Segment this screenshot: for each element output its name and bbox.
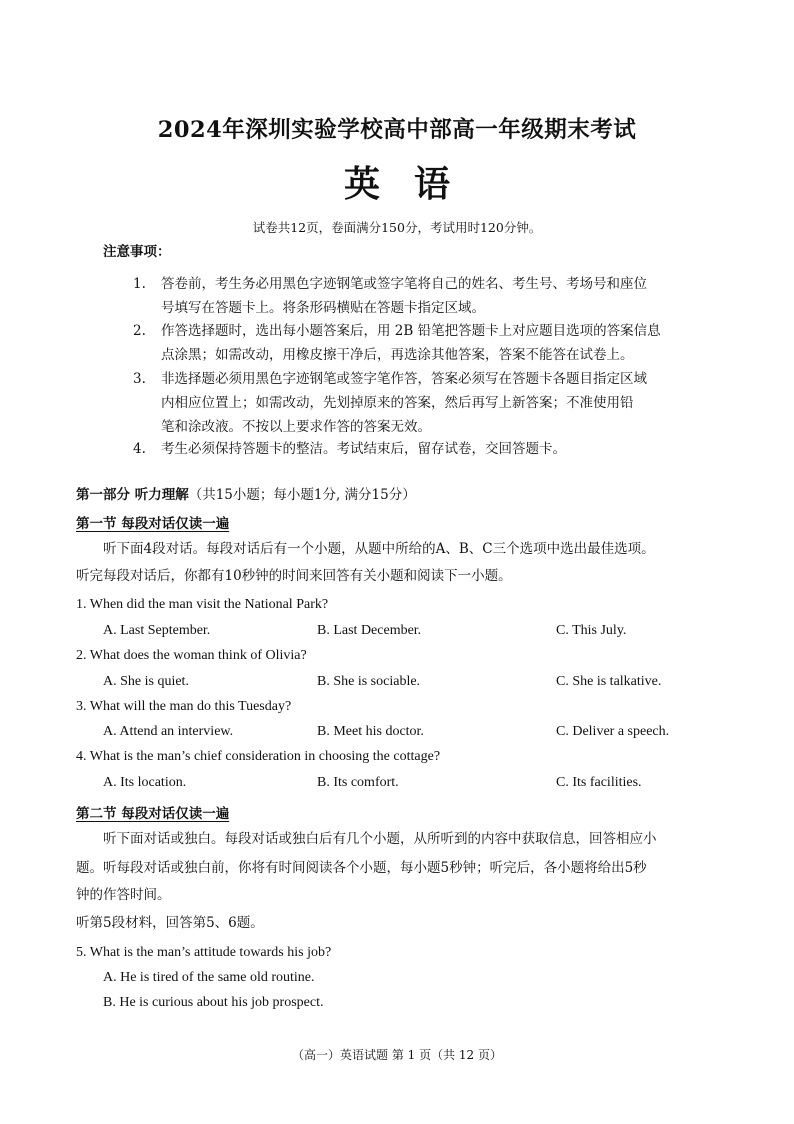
part-heading	[76, 483, 416, 503]
notice-line: 点涂黑；如需改动，用橡皮擦干净后，再选涂其他答案，答案不能答在试卷上。	[161, 347, 634, 363]
option-a: A. Attend an interview.	[103, 724, 234, 739]
option-c: C. This July.	[556, 623, 627, 638]
option-b: B. Its comfort.	[317, 775, 399, 790]
notice-line: 考生必须保持答题卡的整洁。考试结束后，留存试卷，交回答题卡。	[161, 441, 566, 457]
exam-info: 试卷共12页，卷面满分150分，考试用时120分钟。	[252, 220, 542, 235]
subject-title: 英语	[343, 163, 484, 205]
notice-line: 答卷前，考生务必用黑色字迹钢笔或签字笔将自己的姓名、考生号、考场号和座位	[161, 276, 647, 292]
section-title: 第二节 每段对话仅读一遍	[76, 806, 230, 822]
section-instruction: 题。听每段对话或独白前，你将有时间阅读各个小题，每小题5秒钟；听完后，各小题将给出5秒	[76, 860, 647, 876]
exam-title: 2024年深圳实验学校高中部高一年级期末考试	[157, 117, 637, 143]
section-instruction: 听完每段对话后，你都有10秒钟的时间来回答有关小题和阅读下一小题。	[76, 568, 512, 584]
option-b: B. She is sociable.	[317, 674, 421, 689]
notice-line: 笔和涂改液。不按以上要求作答的答案无效。	[161, 419, 431, 435]
notice-line: 非选择题必须用黑色字迹钢笔或签字笔作答，答案必须写在答题卡各题目指定区域	[161, 371, 647, 387]
question-text: 2. What does the woman think of Olivia?	[76, 648, 307, 663]
section-instruction: 听下面4段对话。每段对话后有一个小题，从题中所给的A、B、C三个选项中选出最佳选项。	[103, 541, 655, 557]
option-a: A. Its location.	[103, 775, 187, 790]
notice-number: 4.	[133, 441, 146, 457]
question-text: 5. What is the man’s attitude towards his job?	[76, 945, 332, 960]
question-text: 3. What will the man do this Tuesday?	[76, 699, 292, 714]
section-title: 第一节 每段对话仅读一遍	[76, 516, 230, 532]
section-instruction: 钟的作答时间。	[76, 887, 171, 903]
page-footer: （高一）英语试题 第 1 页（共 12 页）	[292, 1048, 502, 1062]
option-a: A. He is tired of the same old routine.	[103, 970, 315, 985]
question-text: 1. When did the man visit the National Park?	[76, 597, 329, 612]
notice-number: 2.	[133, 323, 146, 339]
part-title: 第一部分 听力理解	[76, 487, 189, 503]
option-b: B. He is curious about his job prospect.	[103, 995, 324, 1010]
option-b: B. Last December.	[317, 623, 422, 638]
notice-line: 内相应位置上；如需改动，先划掉原来的答案，然后再写上新答案；不准使用铅	[161, 395, 634, 411]
part-detail: （共15小题；每小题1分, 满分15分）	[188, 487, 416, 503]
notice-heading: 注意事项：	[103, 244, 171, 260]
notice-number: 1.	[133, 276, 146, 292]
section-instruction: 听下面对话或独白。每段对话或独白后有几个小题，从所听到的内容中获取信息，回答相应小	[103, 831, 657, 847]
option-b: B. Meet his doctor.	[317, 724, 424, 739]
option-c: C. Its facilities.	[556, 775, 642, 790]
question-text: 4. What is the man’s chief consideration in choosing the cottage?	[76, 749, 441, 764]
option-a: A. Last September.	[103, 623, 211, 638]
notice-line: 作答选择题时，选出每小题答案后，用 2B 铅笔把答题卡上对应题目选项的答案信息	[161, 323, 661, 339]
option-c: C. Deliver a speech.	[556, 724, 670, 739]
notice-line: 号填写在答题卡上。将条形码横贴在答题卡指定区域。	[161, 300, 485, 316]
material-note: 听第5段材料，回答第5、6题。	[76, 915, 264, 931]
option-a: A. She is quiet.	[103, 674, 189, 689]
notice-number: 3.	[133, 371, 146, 387]
option-c: C. She is talkative.	[556, 674, 662, 689]
